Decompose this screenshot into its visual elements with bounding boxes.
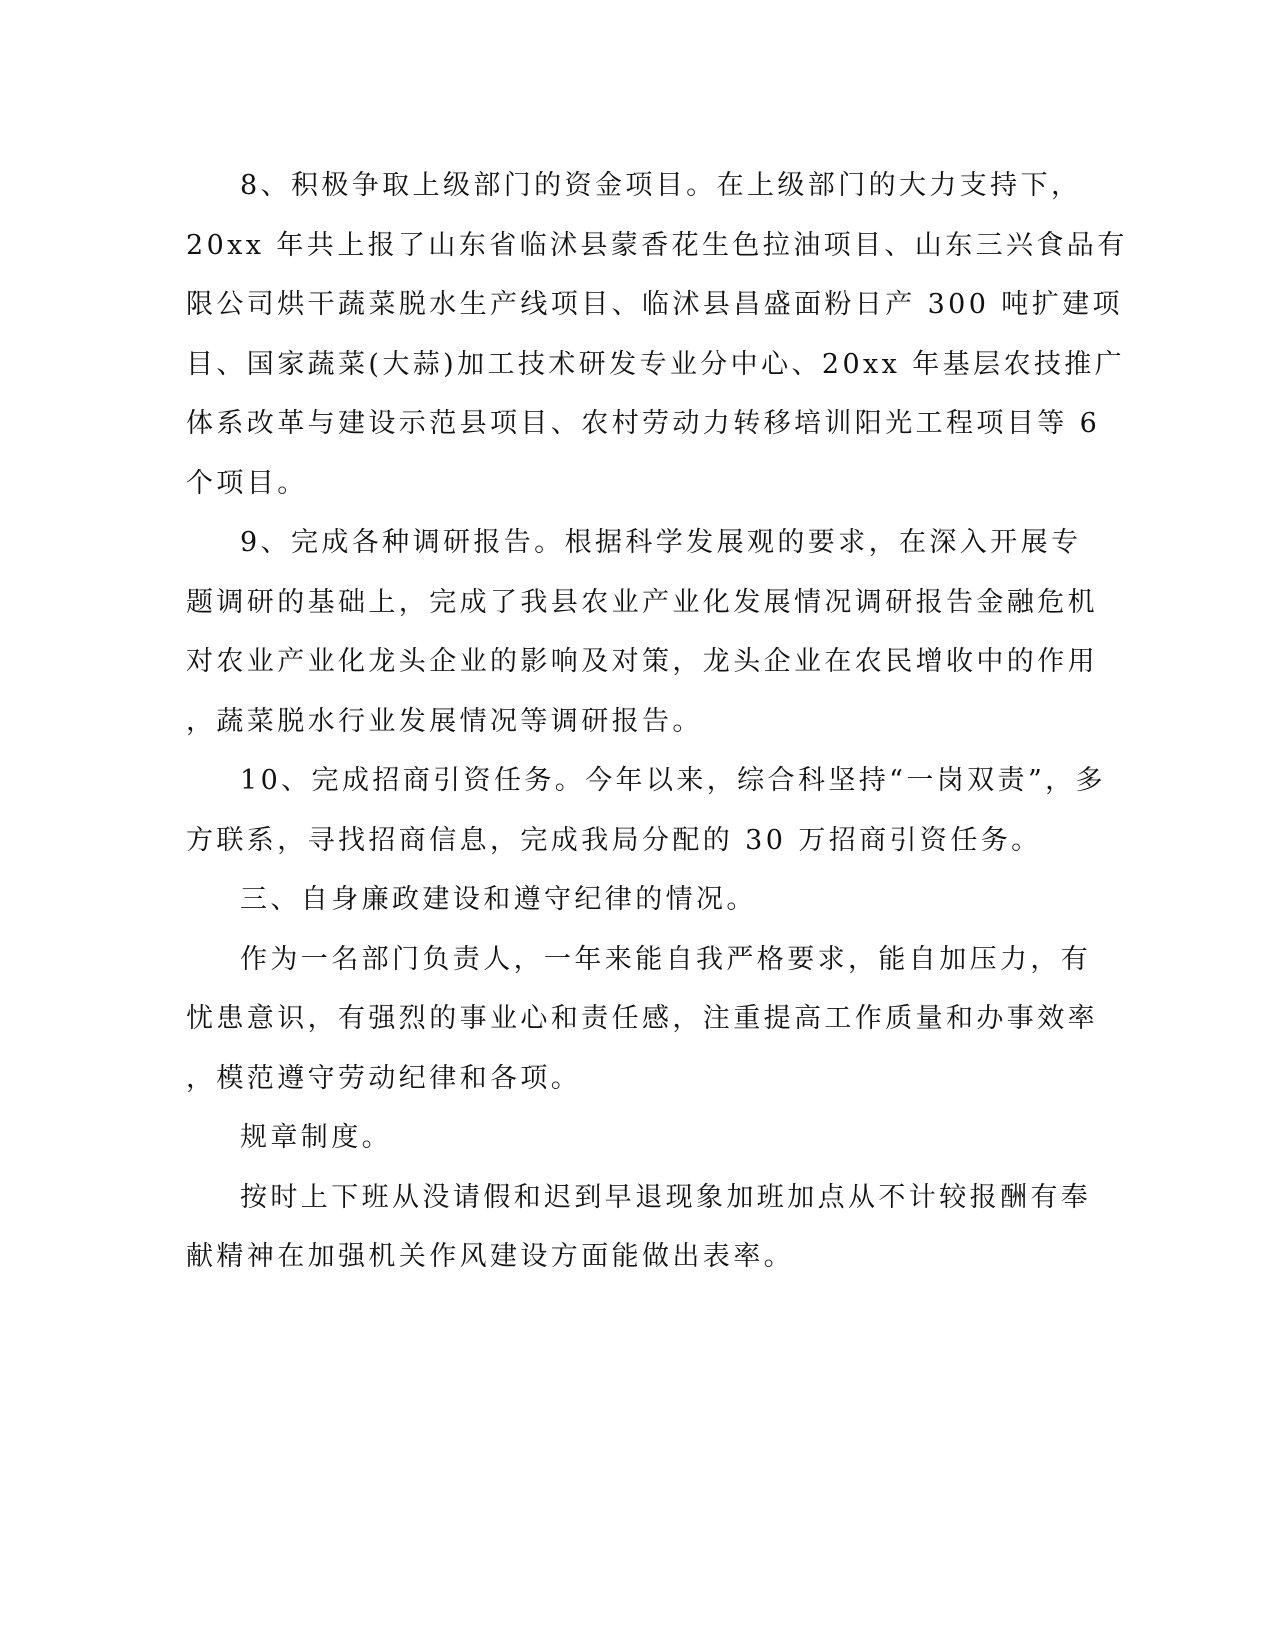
text-line: ，模范遵守劳动纪律和各项。 <box>186 1062 582 1094</box>
text-line: 体系改革与建设示范县项目、农村劳动力转移培训阳光工程项目等 6 <box>186 408 1101 439</box>
text-line: 方联系，寻找招商信息，完成我局分配的 30 万招商引资任务。 <box>186 824 1042 856</box>
text-line: 忧患意识，有强烈的事业心和责任感，注重提高工作质量和办事效率 <box>186 1003 1098 1034</box>
text-line: ，蔬菜脱水行业发展情况等调研报告。 <box>186 705 703 737</box>
paragraph-item-8 <box>186 156 1128 513</box>
text-line: 限公司烘干蔬菜脱水生产线项目、临沭县昌盛面粉日产 300 吨扩建项 <box>186 289 1123 320</box>
text-line: 献精神在加强机关作风建设方面能做出表率。 <box>186 1241 794 1272</box>
text-line: 作为一名部门负责人，一年来能自我严格要求，能自加压力，有 <box>240 943 1092 975</box>
text-line: 8、积极争取上级部门的资金项目。在上级部门的大力支持下， <box>240 170 1082 201</box>
paragraph-item-10 <box>186 751 1106 870</box>
text-line: 目、国家蔬菜(大蒜)加工技术研发专业分中心、20xx 年基层农技推广 <box>186 348 1126 380</box>
text-line: 规章制度。 <box>240 1122 392 1153</box>
text-line: 9、完成各种调研报告。根据科学发展观的要求，在深入开展专 <box>240 527 1082 558</box>
text-line: 10、完成招商引资任务。今年以来，综合科坚持“一岗双责”，多 <box>240 765 1106 796</box>
text-line: 三、自身廉政建设和遵守纪律的情况。 <box>240 884 757 915</box>
section-heading-three <box>186 870 1066 930</box>
paragraph-attendance <box>186 1168 1092 1287</box>
text-line: 对农业产业化龙头企业的影响及对策，龙头企业在农民增收中的作用 <box>186 646 1098 677</box>
text-line: 按时上下班从没请假和迟到早退现象加班加点从不计较报酬有奉 <box>240 1181 1092 1213</box>
document-body <box>186 156 1128 1287</box>
paragraph-item-9 <box>186 513 1098 751</box>
text-line: 20xx 年共上报了山东省临沭县蒙香花生色拉油项目、山东三兴食品有 <box>186 229 1128 261</box>
paragraph-rules <box>186 1108 1066 1168</box>
paragraph-self-discipline <box>186 930 1098 1109</box>
text-line: 个项目。 <box>186 467 308 499</box>
text-line: 题调研的基础上，完成了我县农业产业化发展情况调研报告金融危机 <box>186 586 1098 618</box>
